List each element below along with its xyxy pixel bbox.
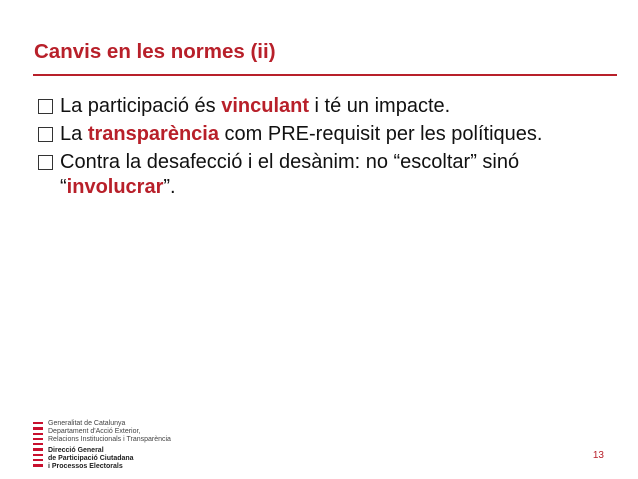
bullet-item	[38, 122, 598, 147]
checkbox-bullet-icon	[38, 99, 53, 114]
bullet-text: ”.	[163, 176, 176, 198]
bullet-text: i té un impacte.	[309, 95, 451, 117]
checkbox-bullet-icon	[38, 155, 53, 170]
bullet-highlight: transparència	[87, 123, 219, 145]
logo-line: i Processos Electorals	[48, 463, 123, 470]
logo-line: de Participació Ciutadana	[48, 455, 134, 462]
bullet-item	[38, 150, 598, 200]
logo-line: Generalitat de Catalunya	[48, 420, 126, 427]
bullet-text: com PRE-requisit per les polítiques.	[218, 123, 543, 145]
logo-line: Departament d'Acció Exterior,	[48, 428, 141, 435]
logo-text	[48, 420, 171, 471]
bullet-list	[38, 94, 598, 203]
logo-line: Direcció General	[48, 447, 104, 454]
generalitat-logo	[33, 420, 193, 472]
bullet-item	[38, 94, 598, 119]
bullet-text: Contra la desafecció i el desànim: no “escoltar” sinó “	[60, 151, 520, 198]
bullet-highlight: involucrar	[66, 176, 164, 198]
bullet-highlight: vinculant	[221, 95, 309, 117]
senyera-icon	[33, 422, 43, 468]
bullet-text: La	[60, 123, 88, 145]
page-number: 13	[592, 450, 604, 461]
bullet-text: La participació és	[60, 95, 222, 117]
title-divider	[33, 74, 617, 76]
logo-line: Relacions Institucionals i Transparència	[48, 436, 171, 443]
checkbox-bullet-icon	[38, 127, 53, 142]
slide-title: Canvis en les normes (ii)	[34, 40, 276, 63]
